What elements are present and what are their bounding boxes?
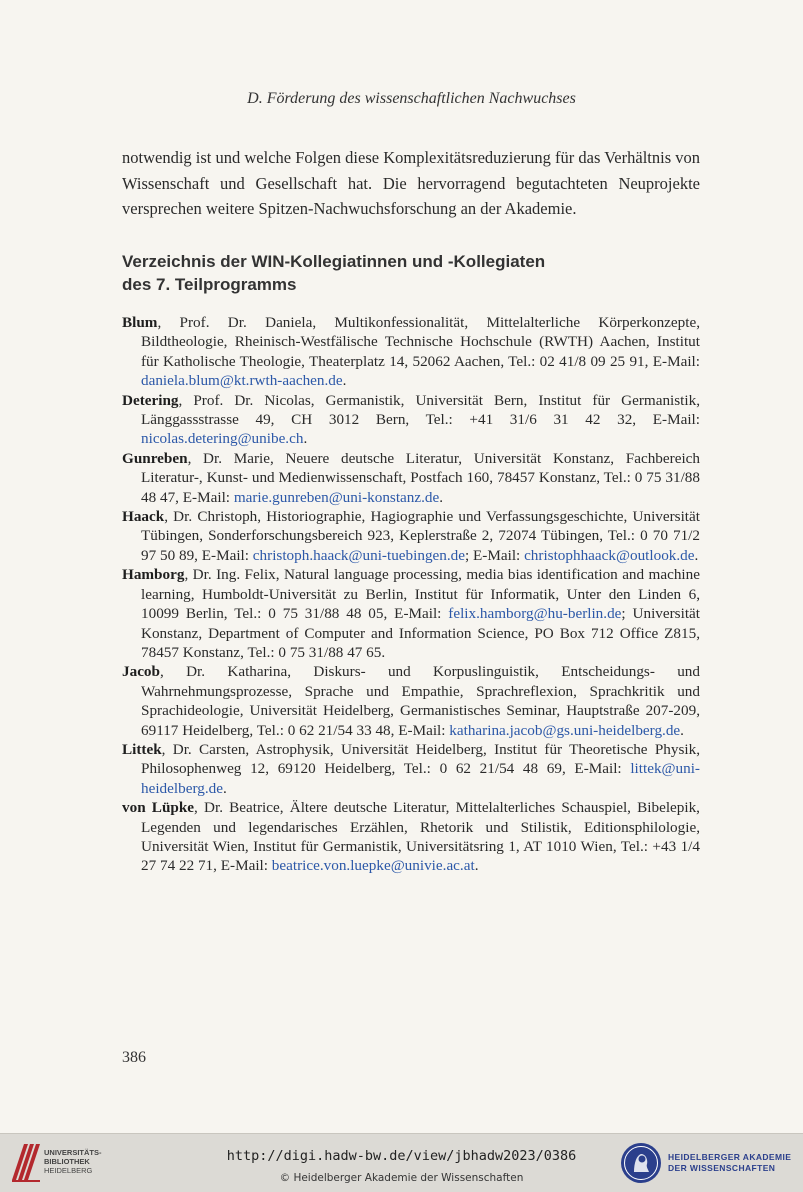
member-details: , Dr. Ing. Felix, Natural language processing, media bias identification and machine learning, Humboldt-Universität zu Berlin, Institut für Informatik, Unter den Linden 6, 10099 Berlin, Tel.: 0 75 31/88 48 05, E-Mail: [141, 566, 700, 623]
member-surname: Jacob [122, 663, 160, 681]
entry-ending: . [342, 372, 347, 390]
library-line-1: UNIVERSITÄTS- [44, 1148, 102, 1157]
page-number: 386 [122, 1049, 146, 1066]
email-link[interactable]: daniela.blum@kt.rwth-aachen.de [141, 372, 343, 390]
entry-ending: . [680, 721, 684, 739]
section-title-line-2: des 7. Teilprogramms [122, 275, 297, 294]
member-entry [122, 798, 700, 876]
member-list [122, 313, 700, 876]
email-link[interactable]: nicolas.detering@unibe.ch [141, 430, 304, 448]
email-link[interactable]: littek@uni-heidelberg.de [141, 760, 700, 797]
footer-bar [0, 1133, 803, 1192]
member-details: , Prof. Dr. Nicolas, Germanistik, Universität Bern, Institut für Germanistik, Länggassstrasse 49, CH 3012 Bern, Tel.: +41 31/6 31 42 32, E-Mail: [141, 391, 700, 429]
email-link[interactable]: katharina.jacob@gs.uni-heidelberg.de [449, 721, 681, 739]
member-entry [122, 313, 700, 391]
member-details: , Dr. Beatrice, Ältere deutsche Literatur, Mittelalterliches Schauspiel, Bibelepik, Legenden und legendarisches Erzählen, Rhetorik und Stilistik, Editionsphilologie, Universität Wien, Institut für Germanistik, Universitätsring 1, AT 1010 Wien, Tel.: +43 1/4 27 74 22 71, E-Mail: [141, 799, 700, 875]
member-surname: Hamborg [122, 566, 185, 584]
email-link[interactable]: christoph.haack@uni-tuebingen.de [252, 546, 465, 564]
section-title [122, 250, 682, 296]
member-details: , Dr. Carsten, Astrophysik, Universität Heidelberg, Institut für Theoretische Physik, Philosophenweg 12, 69120 Heidelberg, Tel.: 0 62 21/54 48 69, E-Mail: [141, 740, 700, 778]
member-surname: Haack [122, 508, 165, 526]
section-title-line-1: Verzeichnis der WIN-Kollegiatinnen und -Kollegiaten [122, 252, 546, 271]
member-entry [122, 740, 700, 798]
email-link[interactable]: beatrice.von.luepke@univie.ac.at [271, 857, 475, 875]
entry-ending: . [303, 430, 308, 448]
member-surname: Detering [122, 391, 179, 409]
member-surname: Littek [122, 740, 162, 758]
member-surname: Blum [122, 314, 158, 331]
academy-name [668, 1152, 791, 1174]
member-entry [122, 565, 700, 662]
intro-paragraph: notwendig ist und welche Folgen diese Komplexitätsreduzierung für das Verhältnis von Wissenschaft und Gesellschaft hat. Die hervorragend begutachteten Neuprojekte versprechen weitere Spitzen-Nachwuchsforschung an der Akademie. [122, 148, 700, 218]
member-details: , Dr. Christoph, Historiographie, Hagiographie und Verfassungsgeschichte, Universität Tübingen, Sonderforschungsbereich 923, Keplerstraße 2, 72074 Tübingen, Tel.: 0 70 71/2 97 50 89, E-Mail: [141, 508, 700, 564]
permalink-url[interactable]: http://digi.hadw-bw.de/view/jbhadw2023/0386 [226, 1148, 577, 1164]
member-surname: von Lüpke [122, 799, 195, 817]
member-entry [122, 662, 700, 740]
academy-line-1: HEIDELBERGER AKADEMIE [668, 1152, 792, 1162]
email-link[interactable]: felix.hamborg@hu-berlin.de [448, 605, 622, 623]
member-surname: Gunreben [122, 449, 188, 467]
library-line-3: HEIDELBERG [44, 1166, 93, 1175]
member-entry [122, 507, 700, 565]
email-link-secondary[interactable]: christophhaack@outlook.de [524, 546, 695, 564]
email-separator: ; E-Mail: [465, 546, 525, 564]
entry-ending: . [222, 779, 227, 797]
academy-seal-icon [620, 1142, 662, 1184]
entry-ending: ; Universität Konstanz, Department of Computer and Information Science, PO Box 712 Office Z815, 78457 Konstanz, Tel.: 0 75 31/88 47 65. [141, 605, 700, 661]
running-head: D. Förderung des wissenschaftlichen Nachwuchses [247, 90, 576, 107]
member-details: , Dr. Marie, Neuere deutsche Literatur, Universität Konstanz, Fachbereich Literatur-, Kunst- und Medienwissenschaft, Postfach 160, 78457 Konstanz, Tel.: 0 75 31/88 48 47, E-Mail: [141, 449, 700, 506]
entry-ending: . [474, 857, 479, 875]
copyright-notice: © Heidelberger Akademie der Wissenschaften [279, 1172, 524, 1184]
member-entry [122, 391, 700, 449]
member-details: , Prof. Dr. Daniela, Multikonfessionalität, Mittelalterliche Körperkonzepte, Bildtheologie, Rheinisch-Westfälische Technische Hochschule (RWTH) Aachen, Institut für Katholische Theologie, Theaterplatz 14, 52062 Aachen, Tel.: 02 41/8 09 25 91, E-Mail: [141, 314, 700, 370]
library-line-2: BIBLIOTHEK [44, 1157, 90, 1166]
entry-ending: . [439, 488, 444, 506]
member-details: , Dr. Katharina, Diskurs- und Korpuslinguistik, Entscheidungs- und Wahrnehmungsprozesse, Sprache und Empathie, Sprachreflexion, Sprachkritik und Sprachideologie, Universität Heidelberg, Germanistisches Seminar, Hauptstraße 207-209, 69117 Heidelberg, Tel.: 0 62 21/54 33 48, E-Mail: [141, 663, 700, 739]
email-link[interactable]: marie.gunreben@uni-konstanz.de [233, 488, 440, 506]
academy-line-2: DER WISSENSCHAFTEN [668, 1163, 776, 1173]
member-entry [122, 449, 700, 507]
entry-ending: . [694, 546, 699, 564]
